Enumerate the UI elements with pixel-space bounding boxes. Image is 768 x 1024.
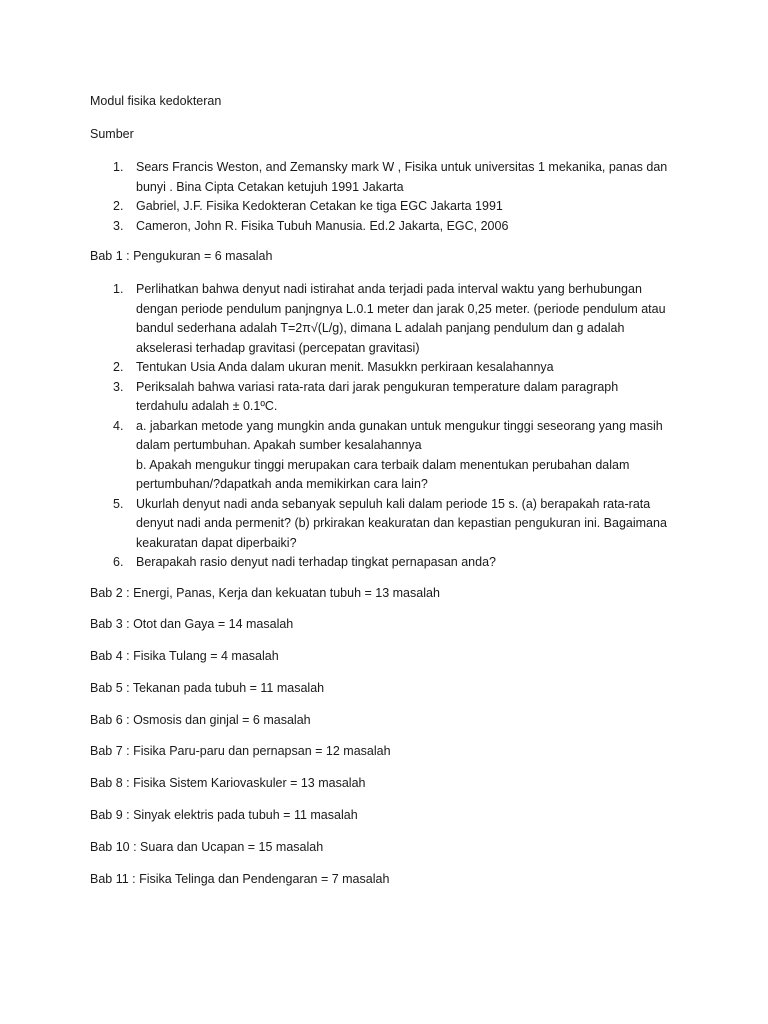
chapter-heading: Bab 11 : Fisika Telinga dan Pendengaran = 7 masalah bbox=[90, 871, 390, 886]
list-line: akselerasi terhadap gravitasi (percepatan gravitasi) bbox=[136, 340, 420, 355]
chapter-heading: Bab 3 : Otot dan Gaya = 14 masalah bbox=[90, 617, 294, 632]
chapter-heading: Bab 1 : Pengukuran = 6 masalah bbox=[90, 249, 273, 263]
list-line: bandul sederhana adalah T=2π√(L/g), dimana L adalah panjang pendulum dan g adalah bbox=[136, 321, 625, 335]
list-item bbox=[90, 553, 690, 573]
chapter-heading: Bab 8 : Fisika Sistem Kariovaskuler = 13 masalah bbox=[90, 776, 366, 791]
list-number: 5. bbox=[113, 496, 124, 511]
list-line: Cameron, John R. Fisika Tubuh Manusia. Ed.2 Jakarta, EGC, 2006 bbox=[136, 218, 509, 233]
list-number: 4. bbox=[113, 418, 124, 433]
list-line: Berapakah rasio denyut nadi terhadap tingkat pernapasan anda? bbox=[136, 555, 496, 569]
list-number: 1. bbox=[113, 282, 124, 296]
list-line: Sears Francis Weston, and Zemansky mark W , Fisika untuk universitas 1 mekanika, panas dan bbox=[136, 160, 668, 174]
list-line: denyut nadi anda permenit? (b) prkirakan keakuratan dan kepastian pengukuran ini. Bagaimana bbox=[136, 516, 667, 530]
list-line: dengan periode pendulum panjngnya L.0.1 meter dan jarak 0,25 meter. (periode pendulum atau bbox=[136, 301, 666, 316]
list-item bbox=[90, 158, 690, 197]
list-number: 2. bbox=[113, 199, 124, 213]
chapter-heading: Bab 2 : Energi, Panas, Kerja dan kekuatan tubuh = 13 masalah bbox=[90, 585, 440, 600]
problems-list bbox=[90, 280, 690, 573]
list-line: keakuratan dapat diperbaiki? bbox=[136, 535, 297, 550]
document-title: Modul fisika kedokteran bbox=[90, 94, 222, 108]
list-line: Perlihatkan bahwa denyut nadi istirahat anda terjadi pada interval waktu yang berhubungan bbox=[136, 282, 642, 296]
list-line: a. jabarkan metode yang mungkin anda gunakan untuk mengukur tinggi seseorang yang masih bbox=[136, 418, 663, 433]
chapter-heading: Bab 5 : Tekanan pada tubuh = 11 masalah bbox=[90, 680, 325, 695]
document-page bbox=[90, 92, 690, 901]
list-item bbox=[90, 280, 690, 358]
list-item bbox=[90, 358, 690, 378]
list-line: bunyi . Bina Cipta Cetakan ketujuh 1991 Jakarta bbox=[136, 179, 404, 194]
list-item bbox=[90, 378, 690, 417]
list-number: 3. bbox=[113, 218, 124, 233]
list-line: b. Apakah mengukur tinggi merupakan cara terbaik dalam menentukan perubahan dalam bbox=[136, 457, 630, 472]
sources-list bbox=[90, 158, 690, 236]
list-number: 6. bbox=[113, 555, 124, 569]
list-line: Ukurlah denyut nadi anda sebanyak sepuluh kali dalam periode 15 s. (a) berapakah rata-rata bbox=[136, 496, 651, 511]
list-line: Tentukan Usia Anda dalam ukuran menit. Masukkn perkiraan kesalahannya bbox=[136, 360, 554, 374]
list-line: dalam pertumbuhan. Apakah sumber kesalahannya bbox=[136, 438, 422, 452]
sources-heading: Sumber bbox=[90, 127, 134, 141]
list-item bbox=[90, 217, 690, 237]
list-number: 2. bbox=[113, 360, 124, 374]
chapter-heading: Bab 4 : Fisika Tulang = 4 masalah bbox=[90, 649, 279, 664]
chapter-heading: Bab 9 : Sinyak elektris pada tubuh = 11 masalah bbox=[90, 808, 358, 823]
list-line: Periksalah bahwa variasi rata-rata dari jarak pengukuran temperature dalam paragraph bbox=[136, 379, 619, 394]
list-number: 1. bbox=[113, 160, 124, 174]
chapter-list bbox=[90, 584, 690, 888]
list-line: Gabriel, J.F. Fisika Kedokteran Cetakan ke tiga EGC Jakarta 1991 bbox=[136, 199, 503, 213]
list-item bbox=[90, 495, 690, 554]
chapter-heading: Bab 7 : Fisika Paru-paru dan pernapsan = 12 masalah bbox=[90, 744, 391, 759]
chapter-heading: Bab 6 : Osmosis dan ginjal = 6 masalah bbox=[90, 712, 311, 727]
list-line: pertumbuhan/?dapatkah anda memikirkan cara lain? bbox=[136, 477, 428, 491]
list-number: 3. bbox=[113, 379, 124, 394]
list-item bbox=[90, 197, 690, 217]
chapter-heading: Bab 10 : Suara dan Ucapan = 15 masalah bbox=[90, 839, 324, 854]
list-item bbox=[90, 417, 690, 495]
list-line: terdahulu adalah ± 0.1ºC. bbox=[136, 399, 278, 413]
